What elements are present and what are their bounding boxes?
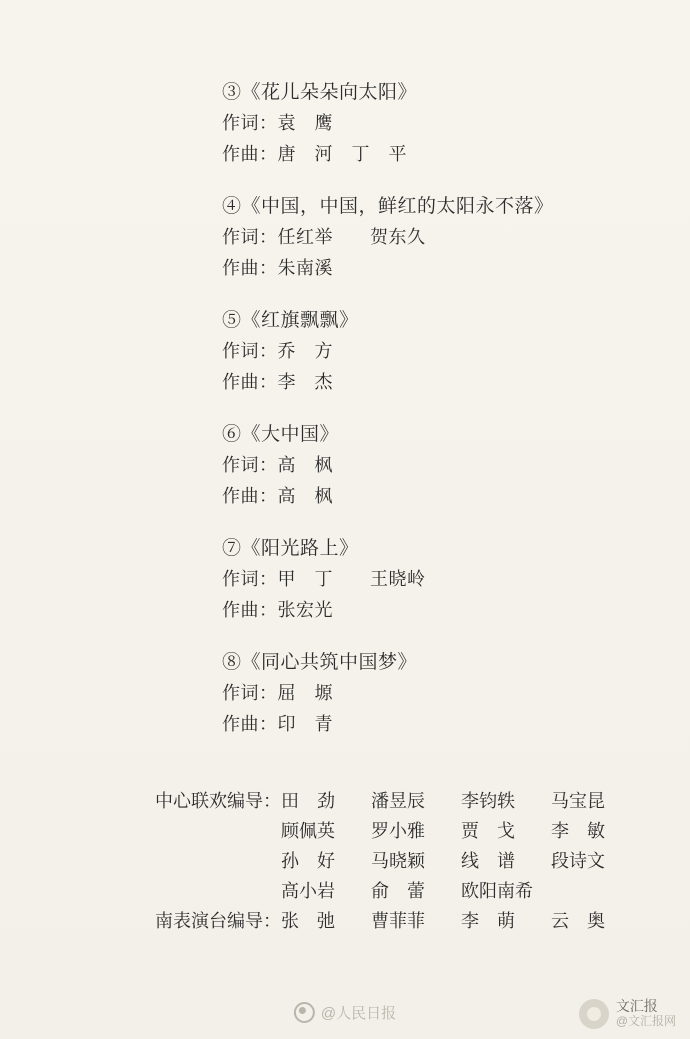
song-entry	[0, 648, 690, 740]
song-composer: 作曲：唐 河 丁 平	[222, 144, 407, 164]
song-lyricist: 作词：高 枫	[222, 455, 333, 475]
watermark-center	[294, 1002, 396, 1023]
song-composer: 作曲：印 青	[222, 714, 333, 734]
song-composer: 作曲：李 杰	[222, 372, 333, 392]
song-composer: 作曲：高 枫	[222, 486, 333, 506]
song-entry	[0, 192, 690, 284]
watermark-right-name: 文汇报	[615, 998, 658, 1014]
weibo-eye-icon	[294, 1002, 315, 1023]
watermark-right-sub: @文汇报网	[615, 1014, 676, 1028]
song-lyricist: 作词：任红举 贺东久	[222, 227, 426, 247]
song-lyricist: 作词：乔 方	[222, 341, 333, 361]
watermark-right	[579, 999, 676, 1029]
credit-line: 高小岩 俞 蕾 欧阳南希	[155, 881, 533, 901]
song-title: ⑧《同心共筑中国梦》	[222, 652, 418, 673]
song-list	[0, 78, 690, 762]
credits-block	[0, 786, 690, 936]
watermark-center-label: @人民日报	[320, 1005, 397, 1022]
song-lyricist: 作词：袁 鹰	[222, 113, 333, 133]
song-entry	[0, 420, 690, 512]
song-title: ⑦《阳光路上》	[222, 538, 359, 559]
song-title: ⑥《大中国》	[222, 424, 340, 445]
credit-line: 南表演台编导：张 弛 曹菲菲 李 萌 云 奥	[155, 911, 605, 931]
song-entry	[0, 306, 690, 398]
song-title: ③《花儿朵朵向太阳》	[222, 82, 418, 103]
song-title: ⑤《红旗飘飘》	[222, 310, 359, 331]
song-title: ④《中国，中国，鲜红的太阳永不落》	[222, 196, 554, 217]
song-entry	[0, 534, 690, 626]
credit-line: 孙 好 马晓颖 线 谱 段诗文	[155, 851, 605, 871]
song-composer: 作曲：张宏光	[222, 600, 333, 620]
avatar-logo-icon	[579, 999, 609, 1029]
credit-line: 中心联欢编导：田 劲 潘昱辰 李钧轶 马宝昆	[155, 791, 605, 811]
song-lyricist: 作词：屈 塬	[222, 683, 333, 703]
song-entry	[0, 78, 690, 170]
credit-line: 顾佩英 罗小雅 贾 戈 李 敏	[155, 821, 605, 841]
song-composer: 作曲：朱南溪	[222, 258, 333, 278]
song-lyricist: 作词：甲 丁 王晓岭	[222, 569, 426, 589]
